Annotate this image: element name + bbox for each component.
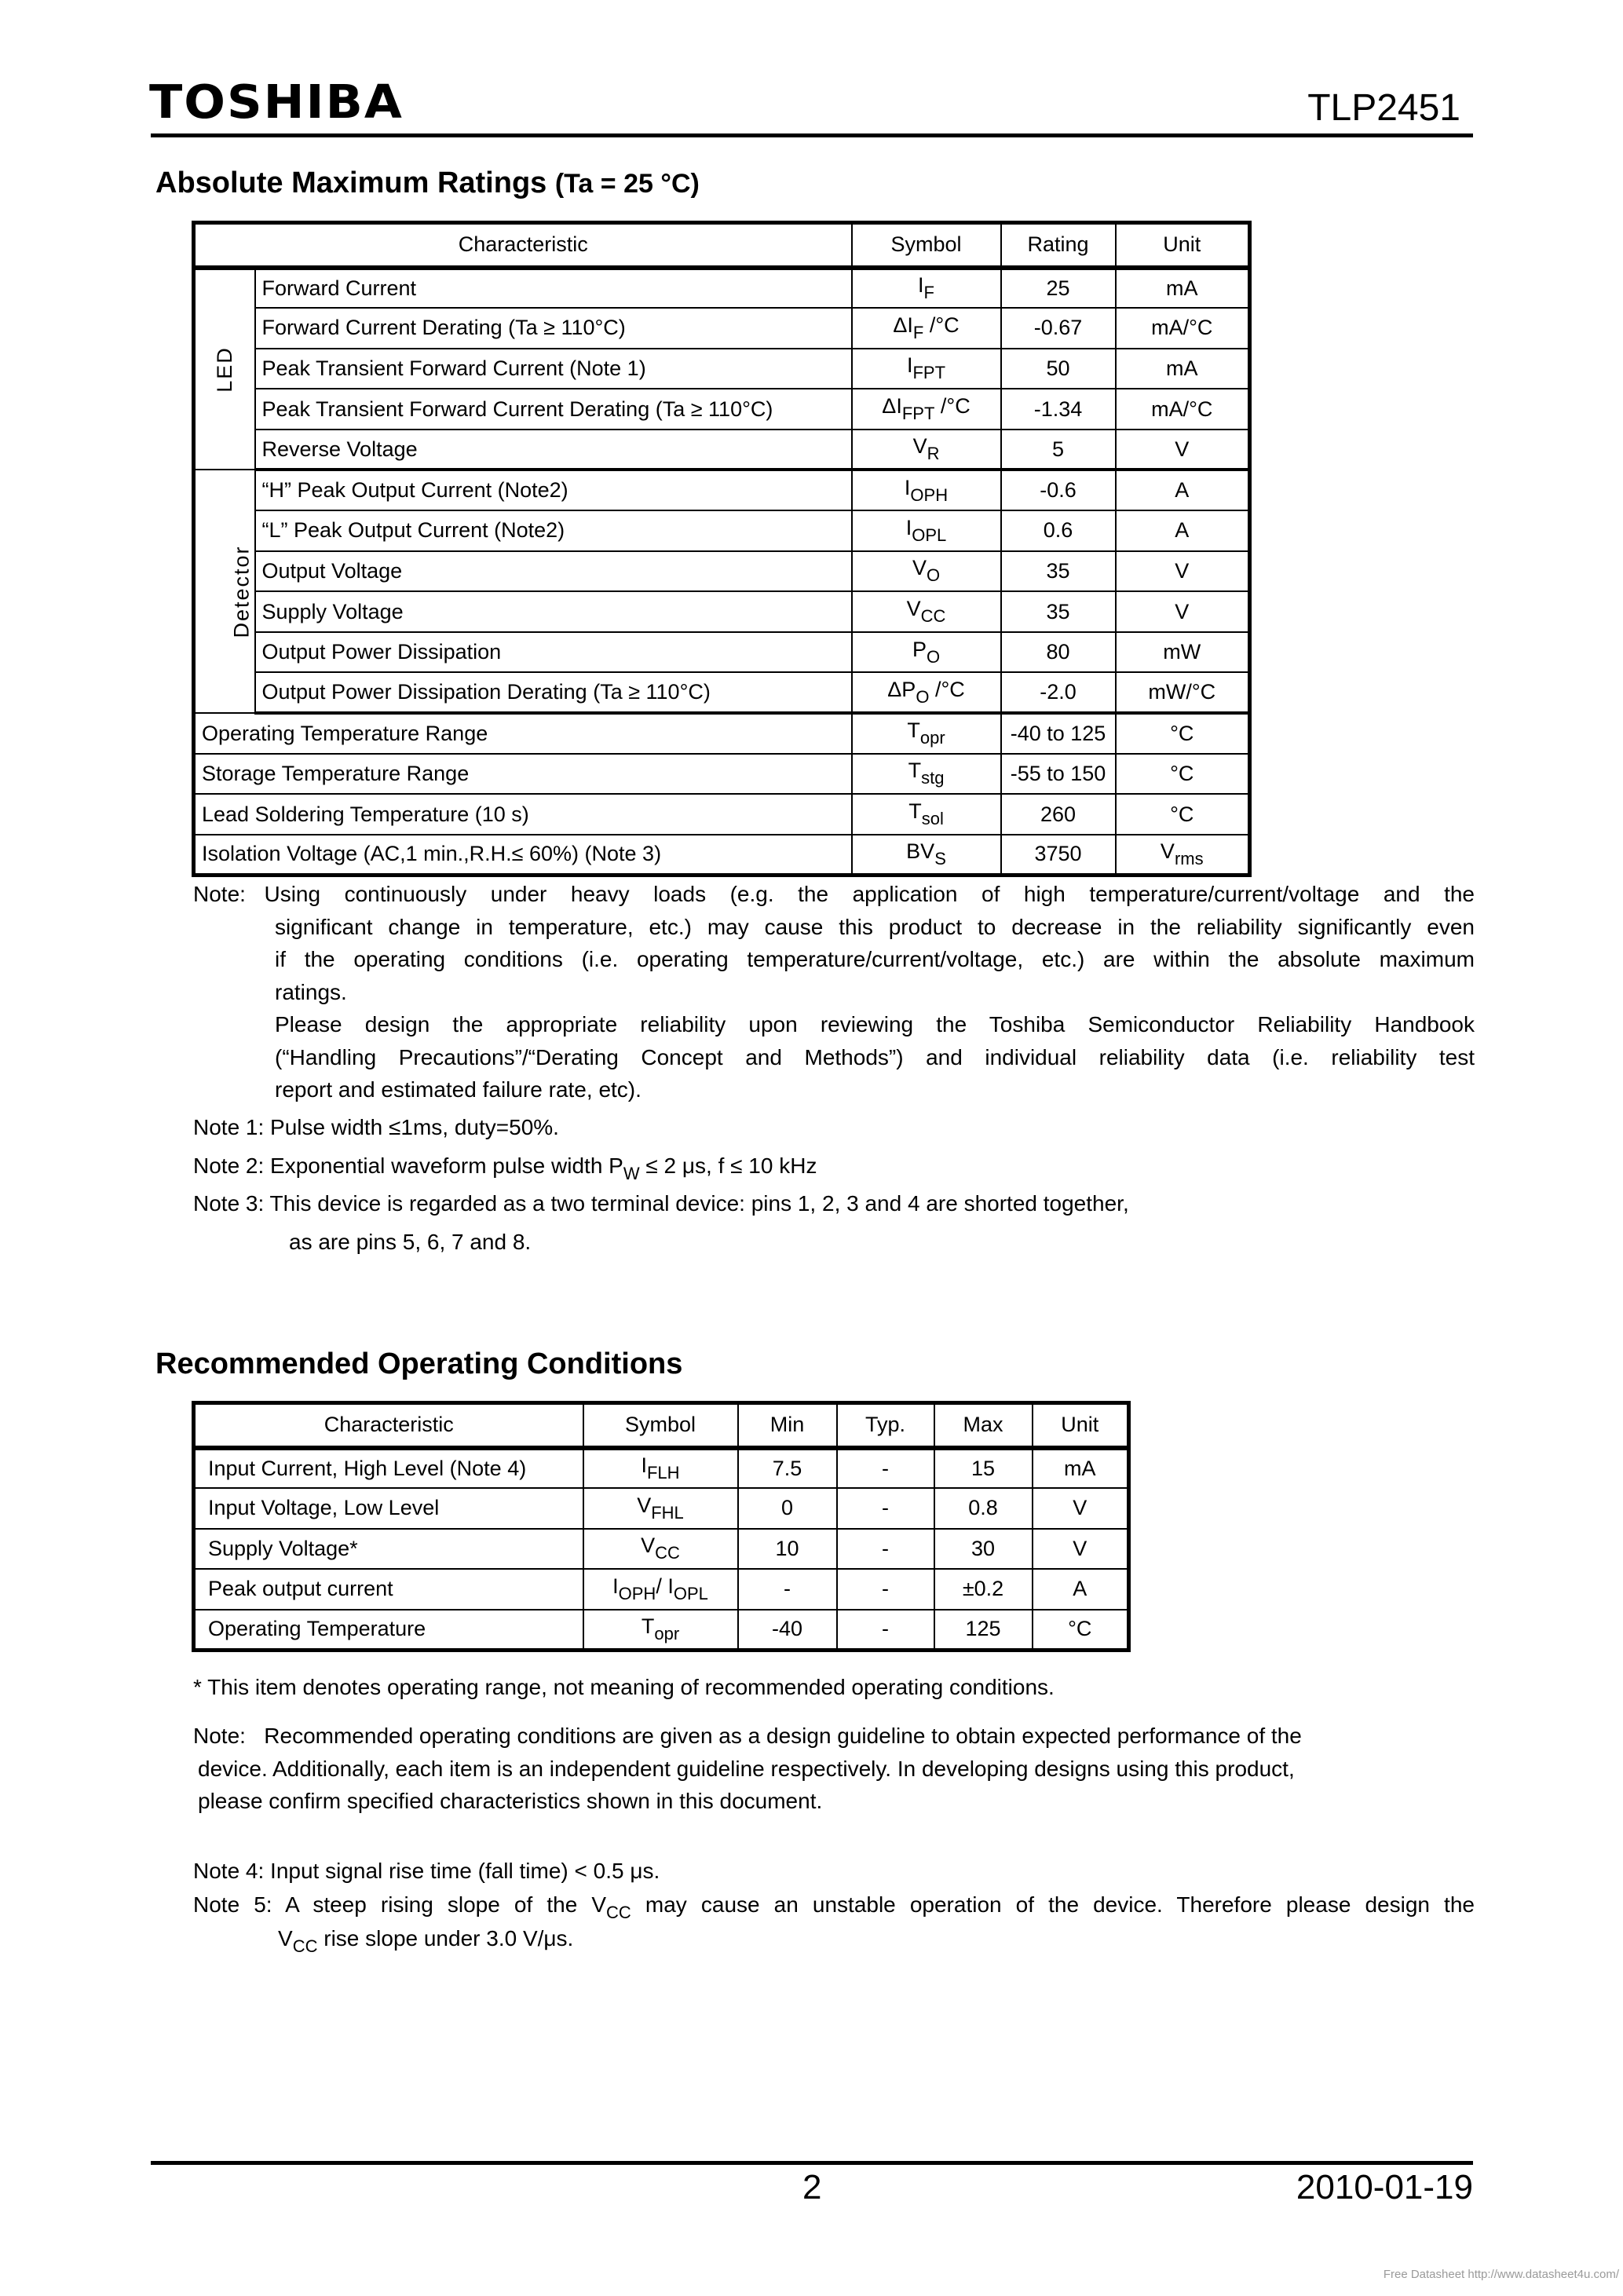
cell-unit: mA/°C — [1116, 389, 1250, 430]
note-2-text: Note 2: Exponential waveform pulse width P — [193, 1153, 623, 1178]
cell-max: 0.8 — [934, 1488, 1033, 1529]
cell-rating: 3750 — [1001, 835, 1116, 876]
cell-max: ±0.2 — [934, 1569, 1033, 1610]
cell-rating: 80 — [1001, 632, 1116, 673]
absolute-max-note — [193, 878, 1475, 1106]
group-label-detector: Detector — [194, 470, 255, 713]
cell-characteristic: “H” Peak Output Current (Note2) — [255, 470, 852, 510]
note-line: (“Handling Precautions”/“Derating Concept and Methods”) and individual reliability data (i.e. reliability test — [275, 1044, 1475, 1069]
cell-rating: -2.0 — [1001, 672, 1116, 713]
note-2 — [193, 1150, 817, 1190]
cell-symbol: $I_{OPL}$ — [852, 510, 1001, 551]
table-row — [194, 794, 1250, 835]
cell-unit: V — [1116, 430, 1250, 470]
table-row — [194, 835, 1250, 876]
cell-characteristic: Peak output current — [194, 1569, 583, 1610]
column-header-max: Max — [934, 1403, 1033, 1448]
cell-symbol: $P_O$ — [852, 632, 1001, 673]
cell-characteristic: Lead Soldering Temperature (10 s) — [194, 794, 852, 835]
column-header-characteristic: Characteristic — [194, 223, 852, 268]
cell-characteristic: Output Power Dissipation Derating (Ta ≥ 110°C) — [255, 672, 852, 713]
column-header-symbol: Symbol — [852, 223, 1001, 268]
cell-rating: -40 to 125 — [1001, 713, 1116, 754]
supply-voltage-footnote: * This item denotes operating range, not meaning of recommended operating conditions. — [193, 1675, 1055, 1699]
section-title-condition: (Ta = 25 °C) — [554, 169, 700, 199]
cell-unit: V — [1116, 591, 1250, 632]
note-line: device. Additionally, each item is an independent guideline respectively. In developing designs using this product, — [198, 1756, 1295, 1781]
column-header-symbol: Symbol — [583, 1403, 738, 1448]
cell-rating: 50 — [1001, 349, 1116, 389]
cell-symbol: $\Delta P_O$ /°C — [852, 672, 1001, 713]
note-text: Using continuously under heavy loads (e.g. the application of high temperature/current/voltage and the — [264, 882, 1475, 906]
table-row — [194, 1569, 1129, 1610]
table-row — [194, 389, 1250, 430]
cell-characteristic: Output Power Dissipation — [255, 632, 852, 673]
note-5-continued — [278, 1922, 573, 1963]
cell-unit: °C — [1033, 1610, 1129, 1651]
cell-symbol: $V_{CC}$ — [852, 591, 1001, 632]
cell-rating: -1.34 — [1001, 389, 1116, 430]
cell-unit: mA — [1116, 268, 1250, 309]
cell-unit: A — [1033, 1569, 1129, 1610]
cell-characteristic: Input Voltage, Low Level — [194, 1488, 583, 1529]
cell-symbol: $BV_S$ — [852, 835, 1001, 876]
cell-rating: 260 — [1001, 794, 1116, 835]
table-row — [194, 349, 1250, 389]
cell-symbol: $T_{opr}$ — [583, 1610, 738, 1651]
cell-characteristic: Forward Current Derating (Ta ≥ 110°C) — [255, 308, 852, 349]
note-5-cont-subscript: CC — [292, 1936, 318, 1956]
cell-symbol: $I_{FPT}$ — [852, 349, 1001, 389]
toshiba-logo: TOSHIBA — [149, 75, 404, 130]
cell-characteristic: Isolation Voltage (AC,1 min.,R.H.≤ 60%) (Note 3) — [194, 835, 852, 876]
note-1: Note 1: Pulse width ≤1ms, duty=50%. — [193, 1115, 559, 1139]
cell-unit: mW — [1116, 632, 1250, 673]
cell-min: 7.5 — [738, 1448, 837, 1489]
note-5-cont-text: rise slope under 3.0 V/μs. — [317, 1926, 574, 1951]
table-row — [194, 268, 1250, 309]
header-divider — [151, 133, 1473, 137]
cell-unit: °C — [1116, 713, 1250, 754]
cell-characteristic: Supply Voltage* — [194, 1529, 583, 1570]
cell-symbol: $I_F$ — [852, 268, 1001, 309]
cell-max: 30 — [934, 1529, 1033, 1570]
cell-rating: -55 to 150 — [1001, 754, 1116, 795]
table-row — [194, 1529, 1129, 1570]
table-row — [194, 672, 1250, 713]
note-4: Note 4: Input signal rise time (fall time) < 0.5 μs. — [193, 1859, 660, 1883]
part-number: TLP2451 — [1307, 87, 1460, 129]
note-line — [193, 1720, 1449, 1753]
section-title-text: Absolute Maximum Ratings — [155, 166, 547, 199]
cell-rating: 5 — [1001, 430, 1116, 470]
cell-characteristic: Operating Temperature — [194, 1610, 583, 1651]
cell-unit: A — [1116, 510, 1250, 551]
cell-symbol: $I_{FLH}$ — [583, 1448, 738, 1489]
column-header-rating: Rating — [1001, 223, 1116, 268]
cell-rating: 25 — [1001, 268, 1116, 309]
note-3-continued: as are pins 5, 6, 7 and 8. — [289, 1230, 532, 1254]
cell-symbol: $V_O$ — [852, 551, 1001, 592]
cell-min: -40 — [738, 1610, 837, 1651]
table-row — [194, 1610, 1129, 1651]
cell-unit: °C — [1116, 754, 1250, 795]
cell-symbol: $T_{sol}$ — [852, 794, 1001, 835]
cell-symbol: $T_{opr}$ — [852, 713, 1001, 754]
cell-unit: V — [1116, 551, 1250, 592]
cell-unit: V — [1033, 1529, 1129, 1570]
cell-symbol: $V_{CC}$ — [583, 1529, 738, 1570]
cell-unit: mW/°C — [1116, 672, 1250, 713]
cell-characteristic: “L” Peak Output Current (Note2) — [255, 510, 852, 551]
cell-typ: - — [837, 1529, 934, 1570]
cell-characteristic: Storage Temperature Range — [194, 754, 852, 795]
cell-characteristic: Reverse Voltage — [255, 430, 852, 470]
cell-symbol: $I_{OPH}/$ $I_{OPL}$ — [583, 1569, 738, 1610]
note-5-cont-symbol: V — [278, 1926, 293, 1951]
column-header-typ: Typ. — [837, 1403, 934, 1448]
cell-min: 10 — [738, 1529, 837, 1570]
note-5-subscript: CC — [606, 1903, 631, 1922]
note-line: report and estimated failure rate, etc). — [275, 1077, 642, 1102]
cell-characteristic: Operating Temperature Range — [194, 713, 852, 754]
table-row — [194, 470, 1250, 510]
cell-unit: °C — [1116, 794, 1250, 835]
note-5-text-suffix: may cause an unstable operation of the device. Therefore please design the — [631, 1892, 1475, 1917]
cell-rating: -0.6 — [1001, 470, 1116, 510]
note-line: Please design the appropriate reliability upon reviewing the Toshiba Semiconductor Reliability Handbook — [275, 1012, 1475, 1036]
cell-symbol: $\Delta I_F$ /°C — [852, 308, 1001, 349]
table-header-row — [194, 1403, 1129, 1448]
recommended-conditions-note — [193, 1720, 1449, 1818]
page-number: 2 — [802, 2168, 822, 2206]
table-row — [194, 430, 1250, 470]
note-line: ratings. — [275, 979, 347, 1004]
note-line: please confirm specified characteristics shown in this document. — [198, 1789, 823, 1813]
cell-min: 0 — [738, 1488, 837, 1529]
cell-unit: $V_{rms}$ — [1116, 835, 1250, 876]
note-line: if the operating conditions (i.e. operating temperature/current/voltage, etc.) are within the absolute maximum — [275, 947, 1475, 971]
cell-characteristic: Supply Voltage — [255, 591, 852, 632]
cell-typ: - — [837, 1448, 934, 1489]
cell-unit: mA/°C — [1116, 308, 1250, 349]
cell-symbol: $V_{FHL}$ — [583, 1488, 738, 1529]
cell-characteristic: Peak Transient Forward Current Derating (Ta ≥ 110°C) — [255, 389, 852, 430]
watermark: Free Datasheet http://www.datasheet4u.com/ — [1383, 2268, 1619, 2281]
table-header-row — [194, 223, 1250, 268]
cell-characteristic: Forward Current — [255, 268, 852, 309]
note-label: Note: — [193, 1724, 246, 1748]
column-header-min: Min — [738, 1403, 837, 1448]
group-label-led: LED — [194, 268, 255, 470]
cell-rating: -0.67 — [1001, 308, 1116, 349]
recommended-operating-conditions-table — [192, 1401, 1131, 1652]
absolute-max-ratings-table — [192, 221, 1252, 877]
column-header-unit: Unit — [1116, 223, 1250, 268]
cell-unit: V — [1033, 1488, 1129, 1529]
cell-symbol: $V_R$ — [852, 430, 1001, 470]
note-5-text: Note 5: A steep rising slope of the V — [193, 1892, 607, 1917]
note-line — [193, 878, 1475, 911]
cell-typ: - — [837, 1569, 934, 1610]
cell-rating: 0.6 — [1001, 510, 1116, 551]
cell-unit: mA — [1116, 349, 1250, 389]
cell-typ: - — [837, 1488, 934, 1529]
cell-rating: 35 — [1001, 591, 1116, 632]
note-2-text-suffix: ≤ 2 μs, f ≤ 10 kHz — [639, 1153, 817, 1178]
table-row — [194, 551, 1250, 592]
cell-rating: 35 — [1001, 551, 1116, 592]
cell-characteristic: Peak Transient Forward Current (Note 1) — [255, 349, 852, 389]
table-row — [194, 510, 1250, 551]
note-2-subscript: W — [623, 1164, 640, 1183]
cell-symbol: $T_{stg}$ — [852, 754, 1001, 795]
cell-unit: mA — [1033, 1448, 1129, 1489]
table-row — [194, 591, 1250, 632]
table-row — [194, 1448, 1129, 1489]
column-header-characteristic: Characteristic — [194, 1403, 583, 1448]
table-row — [194, 308, 1250, 349]
cell-characteristic: Input Current, High Level (Note 4) — [194, 1448, 583, 1489]
note-label: Note: — [193, 882, 246, 906]
revision-date: 2010-01-19 — [1296, 2168, 1473, 2206]
cell-max: 15 — [934, 1448, 1033, 1489]
cell-symbol: $\Delta I_{FPT}$ /°C — [852, 389, 1001, 430]
cell-typ: - — [837, 1610, 934, 1651]
note-text: Recommended operating conditions are given as a design guideline to obtain expected performance of the — [264, 1724, 1302, 1748]
absolute-max-ratings-title — [155, 165, 700, 202]
cell-min: - — [738, 1569, 837, 1610]
recommended-operating-conditions-title: Recommended Operating Conditions — [155, 1347, 683, 1380]
cell-unit: A — [1116, 470, 1250, 510]
cell-characteristic: Output Voltage — [255, 551, 852, 592]
column-header-unit: Unit — [1033, 1403, 1129, 1448]
note-line: significant change in temperature, etc.) may cause this product to decrease in the reliability significantly even — [275, 914, 1475, 939]
cell-max: 125 — [934, 1610, 1033, 1651]
table-row — [194, 713, 1250, 754]
cell-symbol: $I_{OPH}$ — [852, 470, 1001, 510]
table-row — [194, 632, 1250, 673]
footer-divider — [151, 2161, 1473, 2165]
note-3: Note 3: This device is regarded as a two terminal device: pins 1, 2, 3 and 4 are shorted together, — [193, 1191, 1129, 1216]
table-row — [194, 1488, 1129, 1529]
table-row — [194, 754, 1250, 795]
